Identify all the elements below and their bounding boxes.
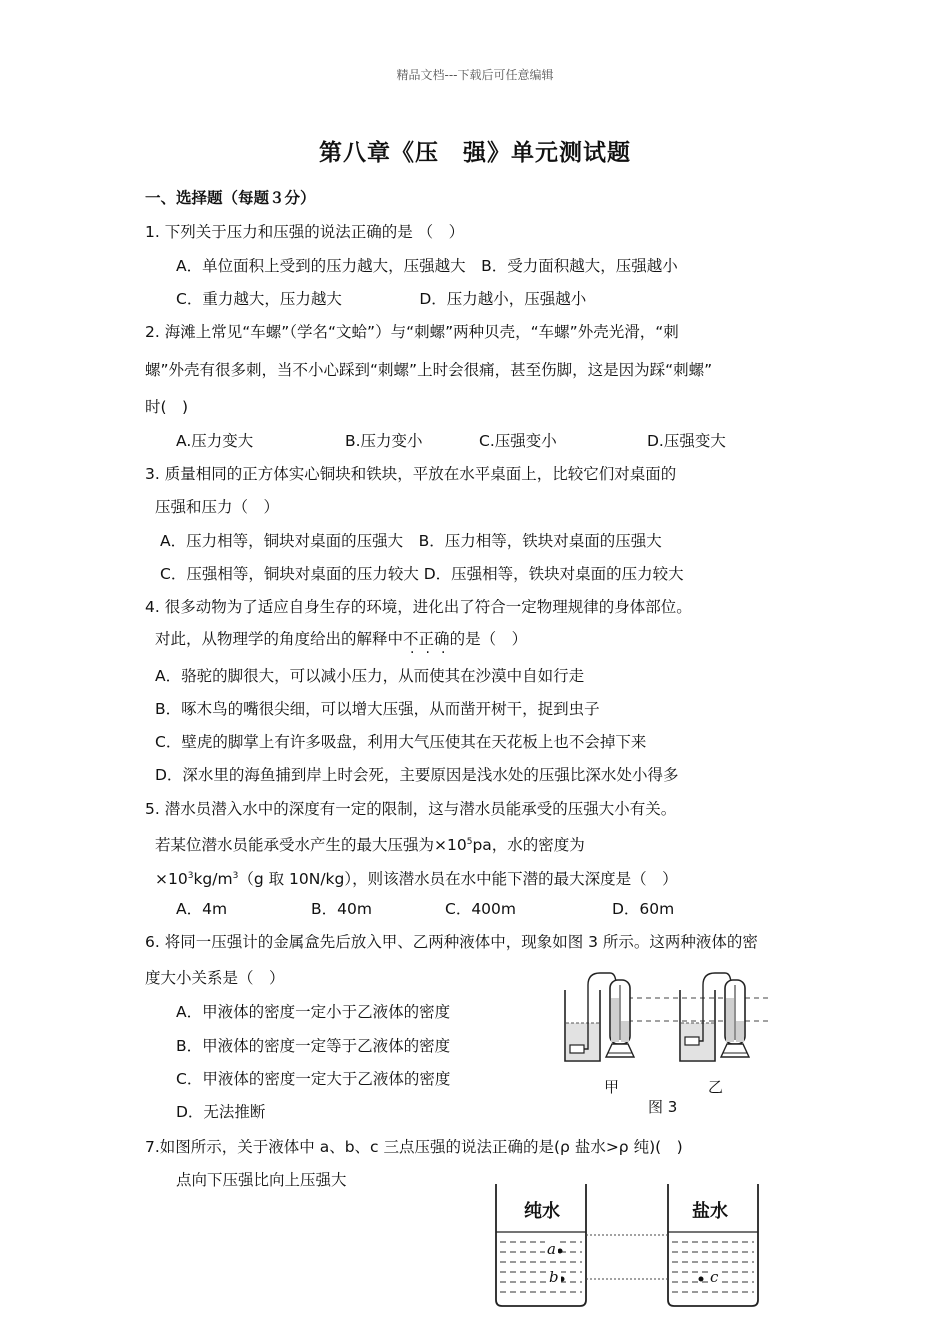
q4-option-c: C．壁虎的脚掌上有许多吸盘，利用大气压使其在天花板上也不会掉下来 xyxy=(155,733,647,751)
figure-label-yi: 乙 xyxy=(708,1078,724,1096)
q5-text-c: ×10 xyxy=(155,870,188,889)
q5-text-b: pa，水的密度为 xyxy=(472,836,585,855)
figure-3-pressure-gauge xyxy=(550,965,780,1075)
figure-label-pure-water: 纯水 xyxy=(524,1201,560,1222)
q5-option-b: B．40m xyxy=(311,900,372,918)
point-label-c: c xyxy=(710,1268,719,1286)
q6-stem-line2: 度大小关系是（ ） xyxy=(145,969,285,987)
q3-stem-line2: 压强和压力（ ） xyxy=(155,498,280,516)
q5-exponent-3b: 3 xyxy=(232,871,239,881)
figure-label-jia: 甲 xyxy=(604,1078,620,1096)
q5-stem-line2 xyxy=(155,832,585,855)
q5-text-e: （g 取 10N/kg），则该潜水员在水中能下潜的最大深度是（ ） xyxy=(238,870,678,889)
emphasis-char-1: 不 xyxy=(403,630,419,648)
q3-options-cd: C．压强相等，铜块对桌面的压力较大 D．压强相等，铁块对桌面的压力较大 xyxy=(160,565,684,583)
q5-text-d: kg/m xyxy=(193,870,233,889)
figure-label-salt-water: 盐水 xyxy=(692,1201,728,1222)
section-heading: 一、选择题（每题３分） xyxy=(145,189,316,207)
q4-option-a: A．骆驼的脚很大，可以减小压力，从而使其在沙漠中自如行走 xyxy=(155,667,585,685)
emphasis-char-2: 正 xyxy=(418,630,435,648)
q2-stem-line3: 时( ) xyxy=(145,398,189,416)
q6-option-a: A．甲液体的密度一定小于乙液体的密度 xyxy=(176,1003,451,1021)
q6-option-d: D．无法推断 xyxy=(176,1103,266,1121)
q5-text-a: 若某位潜水员能承受水产生的最大压强为×10 xyxy=(155,836,467,855)
point-label-b: b xyxy=(549,1268,559,1286)
q1-options-ab: A．单位面积上受到的压力越大，压强越大 B．受力面积越大，压强越小 xyxy=(176,257,678,275)
q4-option-d: D．深水里的海鱼捕到岸上时会死，主要原因是浅水处的压强比深水处小得多 xyxy=(155,766,679,784)
q4-stem-text-b: 的是（ ） xyxy=(449,630,528,648)
q4-option-b: B．啄木鸟的嘴很尖细，可以增大压强，从而凿开树干，捉到虫子 xyxy=(155,700,600,718)
emphasis-char-3: 确 xyxy=(434,630,450,648)
page-header: 精品文档---下载后可任意编辑 xyxy=(396,68,554,82)
q3-options-ab: A．压力相等，铜块对桌面的压强大 B．压力相等，铁块对桌面的压强大 xyxy=(160,532,662,550)
q1-stem: 1. 下列关于压力和压强的说法正确的是 （ ） xyxy=(145,223,465,241)
page-title: 第八章《压 强》单元测试题 xyxy=(319,140,631,166)
q5-exponent-3a: 3 xyxy=(187,871,194,881)
q6-option-b: B．甲液体的密度一定等于乙液体的密度 xyxy=(176,1037,451,1055)
q2-stem-line2: 螺”外壳有很多刺，当不小心踩到“刺螺”上时会很痛，甚至伤脚，这是因为踩“刺螺” xyxy=(145,361,713,379)
q6-stem-line1: 6. 将同一压强计的金属盒先后放入甲、乙两种液体中，现象如图 3 所示。这两种液体的密 xyxy=(145,933,758,951)
q5-option-c: C．400m xyxy=(445,900,517,918)
q6-option-c: C．甲液体的密度一定大于乙液体的密度 xyxy=(176,1070,451,1088)
q2-option-a: A.压力变大 xyxy=(176,432,254,450)
point-label-a: a xyxy=(547,1240,556,1258)
q7-option-line: 点向下压强比向上压强大 xyxy=(176,1171,347,1189)
q4-stem-text-a: 对此，从物理学的角度给出的解释中 xyxy=(155,630,404,648)
q7-stem-line1: 7.如图所示，关于液体中 a、b、c 三点压强的说法正确的是(ρ 盐水>ρ 纯)( ) xyxy=(145,1138,683,1156)
q4-stem-line2 xyxy=(155,629,527,649)
q5-stem-line3 xyxy=(155,866,678,889)
q5-stem-line1: 5. 潜水员潜入水中的深度有一定的限制，这与潜水员能承受的压强大小有关。 xyxy=(145,800,677,818)
q5-exponent-5: 5 xyxy=(466,837,473,847)
q2-option-d: D.压强变大 xyxy=(647,432,726,450)
q5-option-a: A．4m xyxy=(176,900,228,918)
q2-option-c: C.压强变小 xyxy=(479,432,557,450)
figure-3-caption: 图 3 xyxy=(648,1098,678,1116)
q4-stem-line1: 4. 很多动物为了适应自身生存的环境，进化出了符合一定物理规律的身体部位。 xyxy=(145,598,692,616)
q2-option-b: B.压力变小 xyxy=(345,432,423,450)
q5-option-d: D．60m xyxy=(612,900,675,918)
q3-stem-line1: 3. 质量相同的正方体实心铜块和铁块，平放在水平桌面上，比较它们对桌面的 xyxy=(145,465,677,483)
q2-stem-line1: 2. 海滩上常见“车螺”（学名“文蛤”）与“刺螺”两种贝壳，“车螺”外壳光滑，“刺 xyxy=(145,323,679,341)
q1-options-cd: C．重力越大，压力越大 D．压力越小，压强越小 xyxy=(176,290,587,308)
